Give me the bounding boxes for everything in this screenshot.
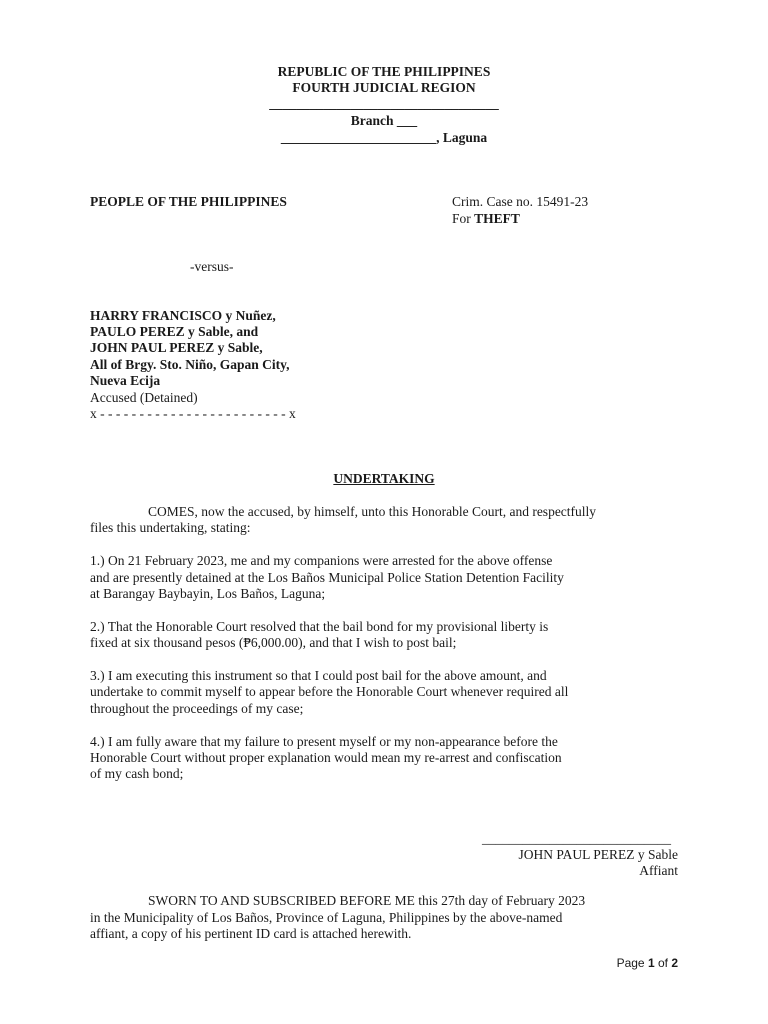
- item-2-line: 2.) That the Honorable Court resolved that the bail bond for my provisional liberty is: [90, 619, 549, 634]
- signature-line: ____________________________: [482, 831, 671, 846]
- intro-line: COMES, now the accused, by himself, unto this Honorable Court, and respectfully: [148, 504, 597, 519]
- item-2-line: fixed at six thousand pesos (₱6,000.00), and that I wish to post bail;: [90, 635, 457, 650]
- item-4-line: of my cash bond;: [90, 766, 184, 781]
- page-of: of: [654, 956, 672, 970]
- accused-line: HARRY FRANCISCO y Nuñez,: [90, 308, 276, 323]
- court-republic: REPUBLIC OF THE PHILIPPINES: [277, 64, 491, 79]
- item-1-line: 1.) On 21 February 2023, me and my companions were arrested for the above offense: [90, 553, 553, 568]
- versus-label: -versus-: [190, 259, 234, 274]
- offense-for-label: For: [452, 211, 475, 226]
- offense-name: THEFT: [474, 211, 520, 226]
- accused-line: JOHN PAUL PEREZ y Sable,: [90, 340, 263, 355]
- court-name-blank: __________________________________: [269, 96, 499, 111]
- caption-divider: x - - - - - - - - - - - - - - - - - - - - - - - - x: [90, 406, 296, 421]
- accused-status: Accused (Detained): [90, 390, 198, 405]
- accused-line: Nueva Ecija: [90, 373, 161, 388]
- document-title: UNDERTAKING: [333, 471, 435, 486]
- item-1-line: and are presently detained at the Los Baños Municipal Police Station Detention Facility: [90, 570, 564, 585]
- item-4-line: 4.) I am fully aware that my failure to present myself or my non-appearance before the: [90, 734, 558, 749]
- item-3-line: throughout the proceedings of my case;: [90, 701, 304, 716]
- court-branch: Branch ___: [350, 113, 418, 128]
- intro-line: files this undertaking, stating:: [90, 520, 251, 535]
- accused-line: PAULO PEREZ y Sable, and: [90, 324, 259, 339]
- court-location: _______________________, Laguna: [280, 130, 488, 145]
- jurat-line: SWORN TO AND SUBSCRIBED BEFORE ME this 27th day of February 2023: [148, 893, 586, 908]
- item-4-line: Honorable Court without proper explanation would mean my re-arrest and confiscation: [90, 750, 562, 765]
- page-number: [617, 956, 678, 970]
- case-offense: [452, 211, 520, 228]
- court-region: FOURTH JUDICIAL REGION: [292, 80, 476, 95]
- jurat-line: in the Municipality of Los Baños, Province of Laguna, Philippines by the above-named: [90, 910, 563, 925]
- case-number: Crim. Case no. 15491-23: [452, 194, 589, 209]
- plaintiff-name: PEOPLE OF THE PHILIPPINES: [90, 194, 287, 209]
- accused-line: All of Brgy. Sto. Niño, Gapan City,: [90, 357, 290, 372]
- item-3-line: 3.) I am executing this instrument so that I could post bail for the above amount, and: [90, 668, 547, 683]
- page-prefix: Page: [616, 956, 648, 970]
- signatory-role: Affiant: [639, 863, 678, 878]
- item-3-line: undertake to commit myself to appear before the Honorable Court whenever required all: [90, 684, 569, 699]
- signatory-name: JOHN PAUL PEREZ y Sable: [518, 847, 678, 862]
- page-current: 1: [647, 956, 655, 970]
- item-1-line: at Barangay Baybayin, Los Baños, Laguna;: [90, 586, 326, 601]
- jurat-line: affiant, a copy of his pertinent ID card is attached herewith.: [90, 926, 412, 941]
- page-total: 2: [671, 956, 678, 970]
